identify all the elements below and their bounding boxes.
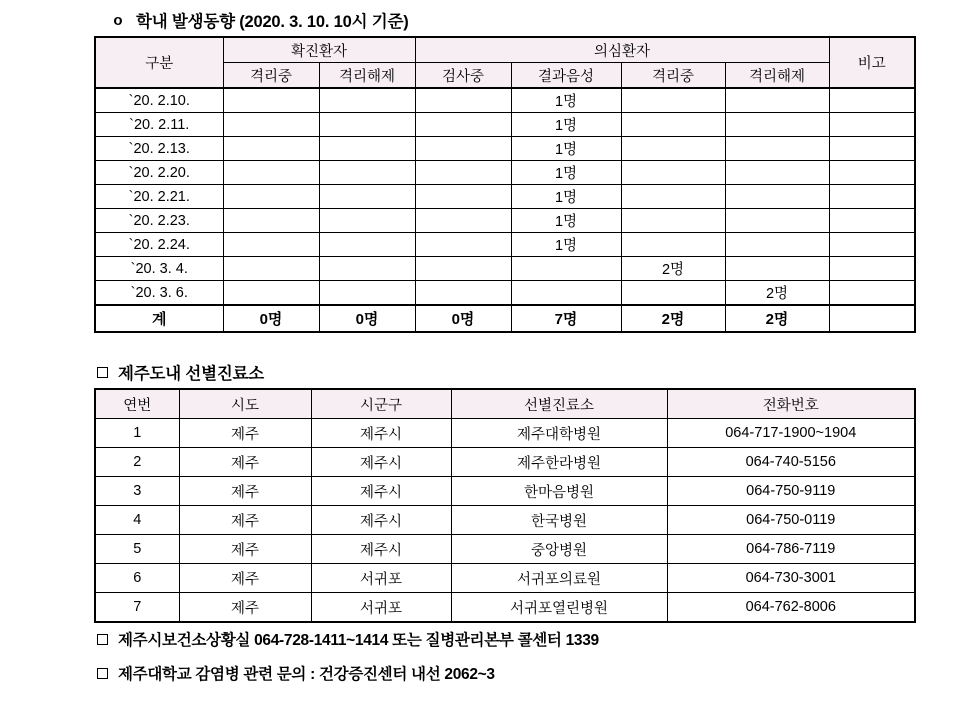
cell-testing xyxy=(415,185,511,209)
cell-remark xyxy=(829,281,915,306)
cell-remark xyxy=(829,88,915,113)
cell-date: `20. 2.21. xyxy=(95,185,223,209)
cell-suspected-isolating xyxy=(621,281,725,306)
table-row xyxy=(95,233,915,257)
cell-suspected-isolating xyxy=(621,233,725,257)
table-row xyxy=(95,113,915,137)
cell-suspected-isolating xyxy=(621,113,725,137)
cell-clinic: 한국병원 xyxy=(451,506,667,535)
trend-table-body xyxy=(95,88,915,332)
cell-testing xyxy=(415,257,511,281)
cell-confirmed-isolating xyxy=(223,88,319,113)
cell-confirmed-released xyxy=(319,257,415,281)
cell-remark xyxy=(829,209,915,233)
cell-clinic: 중앙병원 xyxy=(451,535,667,564)
cell-phone: 064-762-8006 xyxy=(667,593,915,623)
table-row xyxy=(95,448,915,477)
cell-no: 4 xyxy=(95,506,179,535)
cell-negative: 1명 xyxy=(511,233,621,257)
table-header-row-group xyxy=(95,37,915,63)
table-row xyxy=(95,257,915,281)
header-negative: 결과음성 xyxy=(511,63,621,89)
header-suspected-released: 격리해제 xyxy=(725,63,829,89)
cell-remark xyxy=(829,113,915,137)
header-confirmed-released: 격리해제 xyxy=(319,63,415,89)
cell-date: `20. 3. 4. xyxy=(95,257,223,281)
header-sido: 시도 xyxy=(179,389,311,419)
table-row xyxy=(95,88,915,113)
cell-confirmed-isolating xyxy=(223,113,319,137)
cell-total-negative: 7명 xyxy=(511,305,621,332)
cell-phone: 064-740-5156 xyxy=(667,448,915,477)
cell-no: 3 xyxy=(95,477,179,506)
cell-date: `20. 3. 6. xyxy=(95,281,223,306)
note-university-contact-label: 제주대학교 감염병 관련 문의 : 건강증진센터 내선 2062~3 xyxy=(118,666,495,683)
cell-negative: 1명 xyxy=(511,161,621,185)
table-row xyxy=(95,185,915,209)
header-sigungu: 시군구 xyxy=(311,389,451,419)
table-row xyxy=(95,564,915,593)
cell-phone: 064-717-1900~1904 xyxy=(667,419,915,448)
cell-suspected-released xyxy=(725,209,829,233)
cell-sido: 제주 xyxy=(179,448,311,477)
section-heading-trend-label: 학내 발생동향 (2020. 3. 10. 10시 기준) xyxy=(136,13,409,31)
table-header-row xyxy=(95,389,915,419)
cell-negative: 1명 xyxy=(511,185,621,209)
cell-no: 1 xyxy=(95,419,179,448)
square-bullet-icon xyxy=(97,668,108,679)
cell-suspected-isolating xyxy=(621,161,725,185)
cell-testing xyxy=(415,209,511,233)
cell-confirmed-released xyxy=(319,137,415,161)
note-health-center-label: 제주시보건소상황실 064-728-1411~1414 또는 질병관리본부 콜센터 1339 xyxy=(118,632,599,649)
section-heading-clinic-label: 제주도내 선별진료소 xyxy=(118,365,265,383)
cell-suspected-released: 2명 xyxy=(725,281,829,306)
outbreak-trend-table xyxy=(94,36,916,333)
cell-clinic: 서귀포의료원 xyxy=(451,564,667,593)
cell-confirmed-released xyxy=(319,88,415,113)
cell-suspected-released xyxy=(725,233,829,257)
cell-sigungu: 서귀포 xyxy=(311,564,451,593)
cell-negative: 1명 xyxy=(511,113,621,137)
cell-confirmed-released xyxy=(319,281,415,306)
cell-confirmed-released xyxy=(319,185,415,209)
cell-sido: 제주 xyxy=(179,564,311,593)
cell-suspected-released xyxy=(725,161,829,185)
clinic-table-body xyxy=(95,419,915,623)
table-row xyxy=(95,209,915,233)
cell-confirmed-isolating xyxy=(223,209,319,233)
cell-negative xyxy=(511,281,621,306)
cell-remark xyxy=(829,161,915,185)
cell-negative xyxy=(511,257,621,281)
cell-confirmed-isolating xyxy=(223,185,319,209)
cell-negative: 1명 xyxy=(511,88,621,113)
square-bullet-icon xyxy=(97,367,108,378)
cell-total-confirmed-isolating: 0명 xyxy=(223,305,319,332)
cell-confirmed-released xyxy=(319,113,415,137)
cell-total-confirmed-released: 0명 xyxy=(319,305,415,332)
cell-no: 5 xyxy=(95,535,179,564)
cell-testing xyxy=(415,281,511,306)
cell-date: `20. 2.24. xyxy=(95,233,223,257)
cell-sigungu: 제주시 xyxy=(311,506,451,535)
cell-sigungu: 제주시 xyxy=(311,419,451,448)
note-university-contact xyxy=(94,662,495,684)
cell-total-testing: 0명 xyxy=(415,305,511,332)
header-phone: 전화번호 xyxy=(667,389,915,419)
cell-confirmed-released xyxy=(319,233,415,257)
cell-remark xyxy=(829,233,915,257)
cell-total-label: 계 xyxy=(95,305,223,332)
cell-sigungu: 제주시 xyxy=(311,477,451,506)
header-no: 연번 xyxy=(95,389,179,419)
cell-suspected-isolating xyxy=(621,137,725,161)
table-row xyxy=(95,281,915,306)
cell-phone: 064-730-3001 xyxy=(667,564,915,593)
table-row xyxy=(95,419,915,448)
table-row xyxy=(95,137,915,161)
cell-remark xyxy=(829,137,915,161)
cell-suspected-released xyxy=(725,185,829,209)
header-suspected-isolating: 격리중 xyxy=(621,63,725,89)
section-heading-trend xyxy=(110,8,409,32)
cell-sido: 제주 xyxy=(179,593,311,623)
cell-remark xyxy=(829,185,915,209)
table-row xyxy=(95,535,915,564)
note-health-center xyxy=(94,628,599,650)
square-bullet-icon xyxy=(97,634,108,645)
cell-sido: 제주 xyxy=(179,419,311,448)
cell-total-suspected-isolating: 2명 xyxy=(621,305,725,332)
cell-testing xyxy=(415,137,511,161)
cell-suspected-released xyxy=(725,88,829,113)
cell-date: `20. 2.10. xyxy=(95,88,223,113)
header-confirmed-isolating: 격리중 xyxy=(223,63,319,89)
cell-sido: 제주 xyxy=(179,506,311,535)
cell-confirmed-released xyxy=(319,209,415,233)
cell-no: 6 xyxy=(95,564,179,593)
cell-clinic: 한마음병원 xyxy=(451,477,667,506)
cell-testing xyxy=(415,113,511,137)
cell-confirmed-isolating xyxy=(223,257,319,281)
cell-date: `20. 2.23. xyxy=(95,209,223,233)
cell-phone: 064-750-9119 xyxy=(667,477,915,506)
cell-no: 7 xyxy=(95,593,179,623)
header-clinic: 선별진료소 xyxy=(451,389,667,419)
table-row xyxy=(95,161,915,185)
cell-clinic: 서귀포열린병원 xyxy=(451,593,667,623)
cell-total-remark xyxy=(829,305,915,332)
cell-remark xyxy=(829,257,915,281)
cell-testing xyxy=(415,233,511,257)
cell-confirmed-isolating xyxy=(223,281,319,306)
cell-suspected-released xyxy=(725,113,829,137)
cell-confirmed-isolating xyxy=(223,137,319,161)
table-row xyxy=(95,506,915,535)
screening-clinic-table xyxy=(94,388,916,623)
cell-suspected-released xyxy=(725,257,829,281)
cell-confirmed-isolating xyxy=(223,161,319,185)
cell-sigungu: 제주시 xyxy=(311,448,451,477)
cell-confirmed-isolating xyxy=(223,233,319,257)
cell-confirmed-released xyxy=(319,161,415,185)
header-remark: 비고 xyxy=(829,37,915,88)
cell-testing xyxy=(415,88,511,113)
cell-suspected-isolating xyxy=(621,88,725,113)
cell-negative: 1명 xyxy=(511,137,621,161)
table-row xyxy=(95,593,915,623)
cell-sigungu: 제주시 xyxy=(311,535,451,564)
cell-phone: 064-786-7119 xyxy=(667,535,915,564)
header-category: 구분 xyxy=(95,37,223,88)
cell-total-suspected-released: 2명 xyxy=(725,305,829,332)
cell-suspected-released xyxy=(725,137,829,161)
cell-sido: 제주 xyxy=(179,477,311,506)
cell-no: 2 xyxy=(95,448,179,477)
cell-sido: 제주 xyxy=(179,535,311,564)
section-heading-clinic xyxy=(94,360,264,384)
header-testing: 검사중 xyxy=(415,63,511,89)
cell-date: `20. 2.11. xyxy=(95,113,223,137)
header-suspected: 의심환자 xyxy=(415,37,829,63)
cell-clinic: 제주대학병원 xyxy=(451,419,667,448)
cell-suspected-isolating xyxy=(621,185,725,209)
cell-testing xyxy=(415,161,511,185)
cell-date: `20. 2.13. xyxy=(95,137,223,161)
table-total-row xyxy=(95,305,915,332)
cell-sigungu: 서귀포 xyxy=(311,593,451,623)
table-row xyxy=(95,477,915,506)
cell-date: `20. 2.20. xyxy=(95,161,223,185)
cell-phone: 064-750-0119 xyxy=(667,506,915,535)
cell-suspected-isolating: 2명 xyxy=(621,257,725,281)
circle-bullet-icon: o xyxy=(113,11,123,29)
cell-clinic: 제주한라병원 xyxy=(451,448,667,477)
header-confirmed: 확진환자 xyxy=(223,37,415,63)
cell-negative: 1명 xyxy=(511,209,621,233)
cell-suspected-isolating xyxy=(621,209,725,233)
